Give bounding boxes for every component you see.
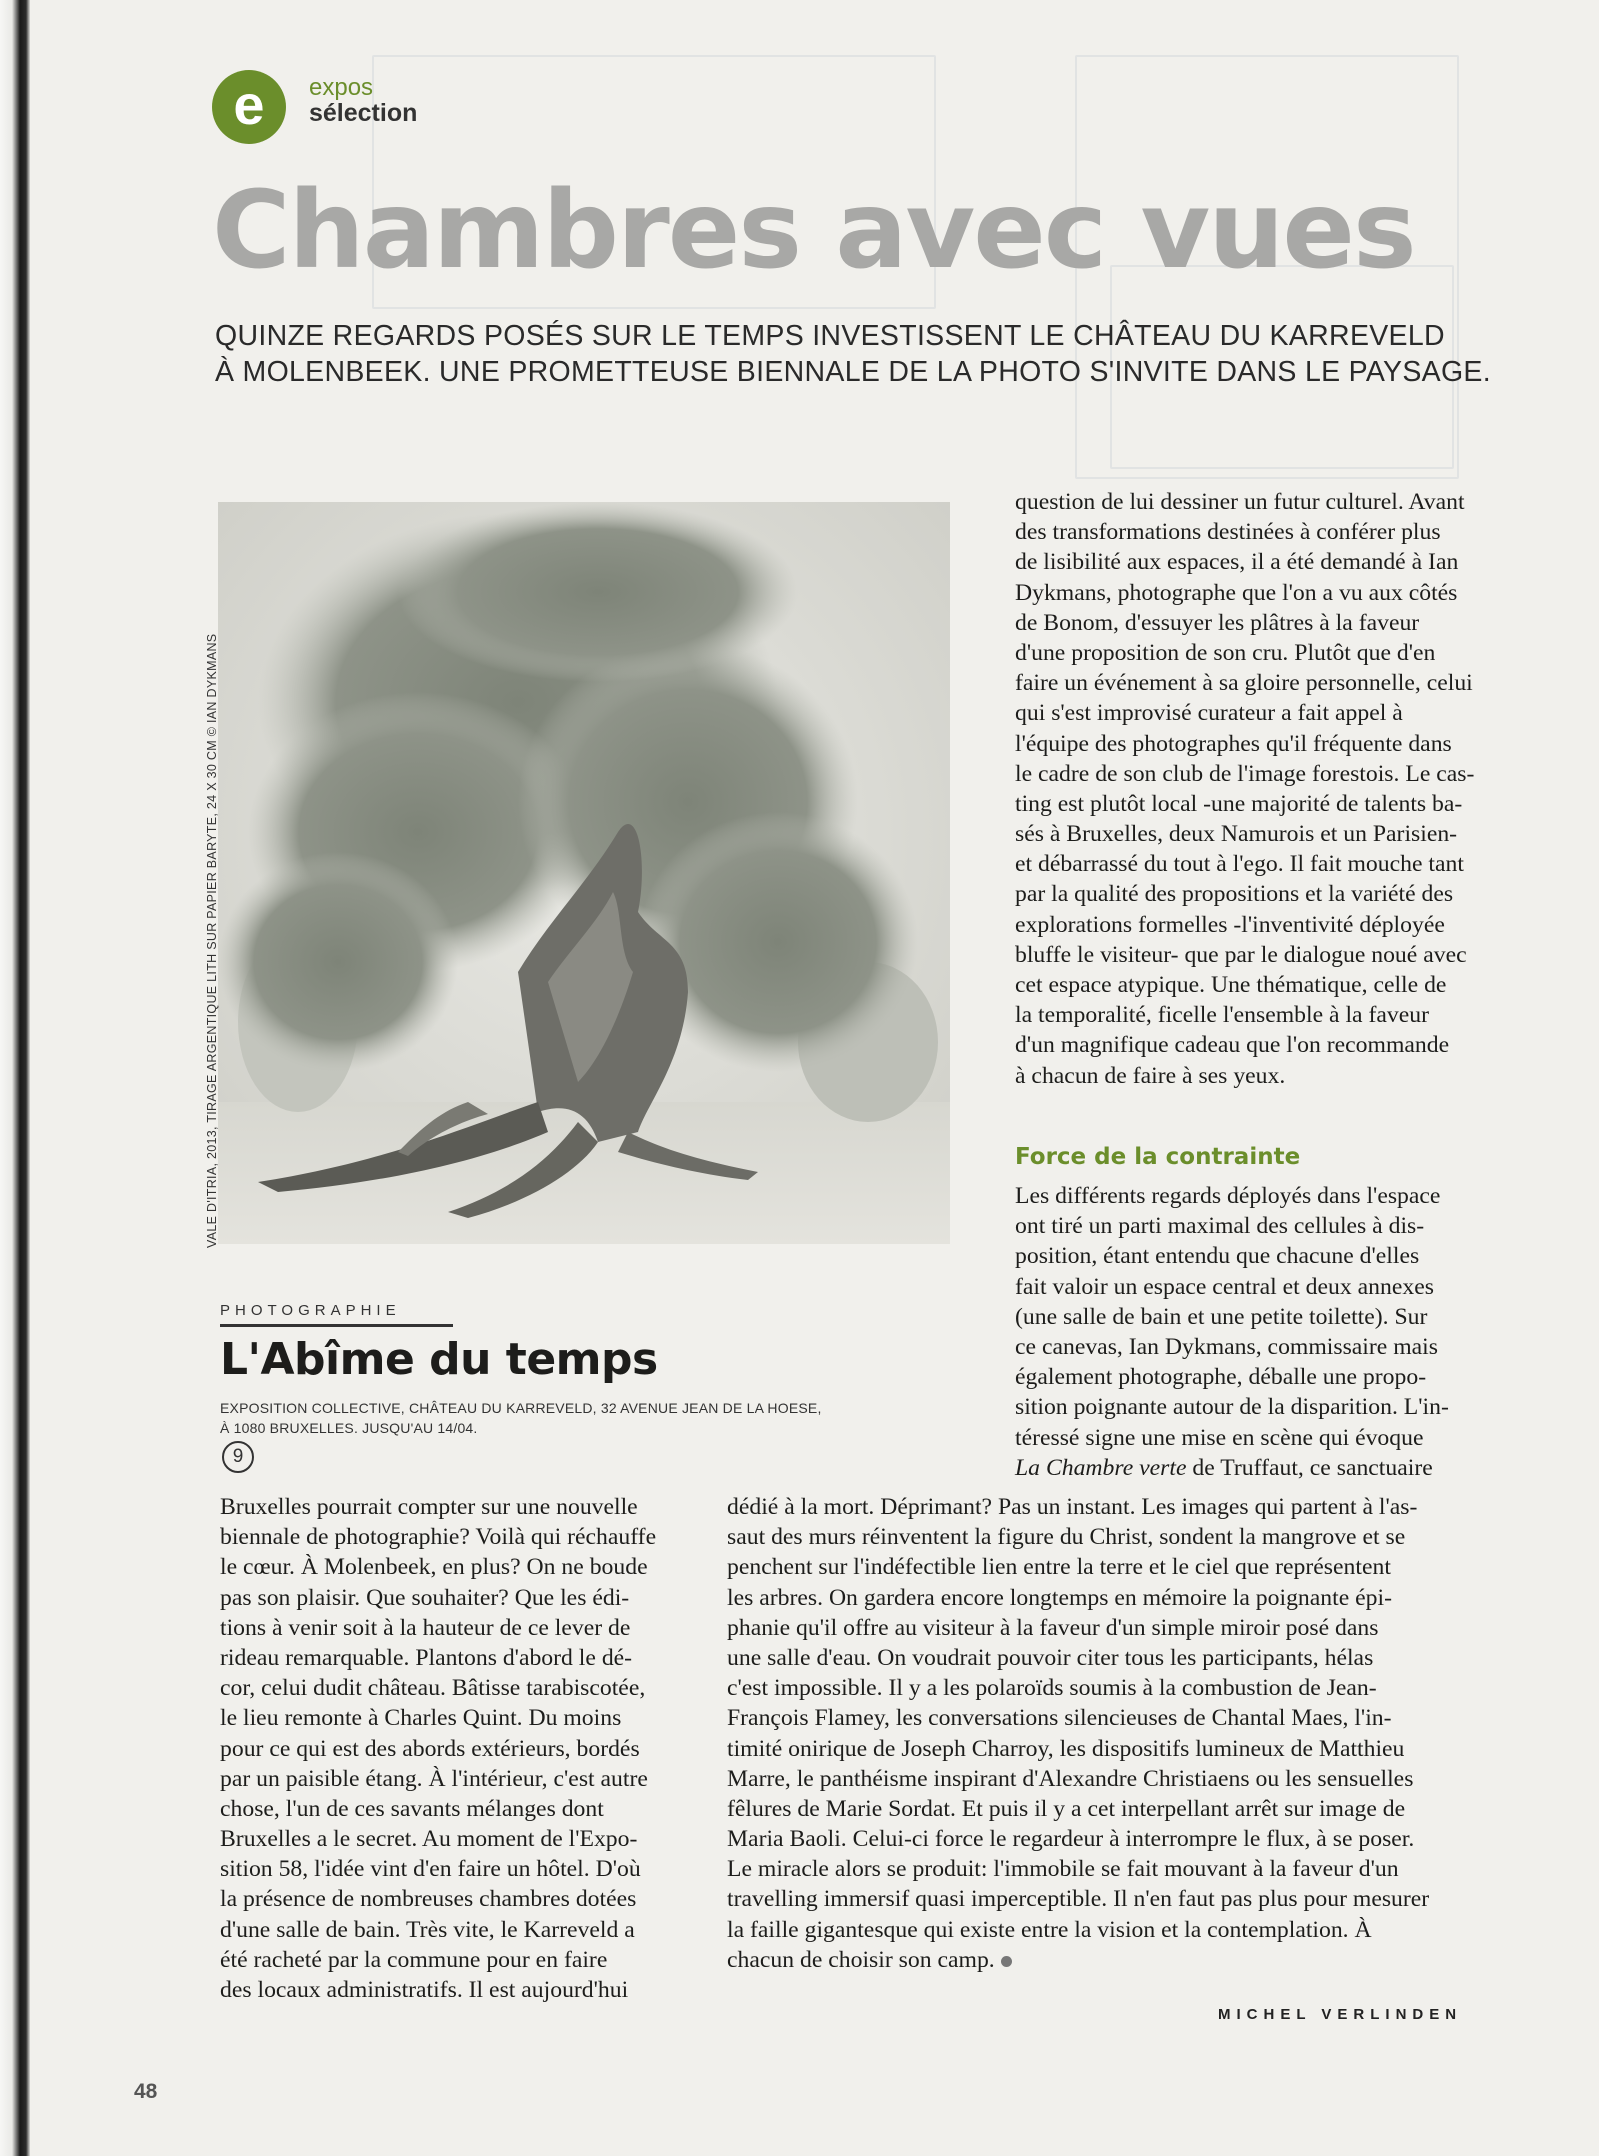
text-line: le lieu remonte à Charles Quint. Du moins xyxy=(220,1705,622,1732)
text-line: travelling immersif quasi imperceptible. Il n'en faut pas plus pour mesurer xyxy=(727,1886,1430,1913)
text-line: Les différents regards déployés dans l'espace xyxy=(1015,1183,1441,1209)
rubric-divider xyxy=(220,1324,453,1327)
text-line: phanie qu'il offre au visiteur à la faveur d'un simple miroir posé dans xyxy=(727,1614,1379,1641)
text-line: le cadre de son club de l'image forestois. Le cas- xyxy=(1015,760,1475,787)
photo-credit: VALE D'ITRIA, 2013, TIRAGE ARGENTIQUE LITH SUR PAPIER BARYTE, 24 X 30 CM © IAN DYKMANS xyxy=(205,633,219,1248)
text-line: des transformations destinées à conférer plus xyxy=(1015,519,1441,546)
text-fragment: de Truffaut, ce sanctuaire xyxy=(1186,1454,1433,1481)
text-line: Marre, le panthéisme inspirant d'Alexandre Christiaens ou les sensuelles xyxy=(727,1765,1414,1792)
text-line: tions à venir soit à la hauteur de ce lever de xyxy=(220,1614,631,1641)
text-line: d'une salle de bain. Très vite, le Karreveld a xyxy=(220,1916,635,1943)
text-line: cor, celui dudit château. Bâtisse tarabiscotée, xyxy=(220,1675,646,1702)
text-line: fait valoir un espace central et deux annexes xyxy=(1015,1273,1434,1300)
text-line: pas son plaisir. Que souhaiter? Que les édi- xyxy=(220,1584,630,1611)
text-line: position, étant entendu que chacune d'elles xyxy=(1015,1243,1420,1270)
section-sublabel: sélection xyxy=(309,99,418,127)
text-line: chose, l'un de ces savants mélanges dont xyxy=(220,1795,604,1822)
text-line: pour ce qui est des abords extérieurs, bordés xyxy=(220,1735,640,1762)
text-line: la faille gigantesque qui existe entre la vision et la contemplation. À xyxy=(727,1916,1372,1943)
text-line: c'est impossible. Il y a les polaroïds soumis à la combustion de Jean- xyxy=(727,1675,1377,1702)
text-fragment: chacun de choisir son camp. xyxy=(727,1946,995,1973)
text-line: l'équipe des photographes qu'il fréquente dans xyxy=(1015,730,1452,757)
text-line: Maria Baoli. Celui-ci force le regardeur à interrompre le flux, à se poser. xyxy=(727,1826,1415,1853)
text-line: les arbres. On gardera encore longtemps en mémoire la poignante épi- xyxy=(727,1584,1392,1611)
text-line: ont tiré un parti maximal des cellules à dis- xyxy=(1015,1213,1425,1240)
text-line: sition poignante autour de la disparition. L'in- xyxy=(1015,1394,1449,1421)
text-line: bluffe le visiteur- que par le dialogue noué avec xyxy=(1015,941,1467,968)
exhibition-info xyxy=(220,1398,900,1438)
text-line: la temporalité, ficelle l'ensemble à la faveur xyxy=(1015,1002,1429,1029)
text-line: de lisibilité aux espaces, il a été demandé à Ian xyxy=(1015,549,1459,576)
text-line: François Flamey, les conversations silencieuses de Chantal Maes, l'in- xyxy=(727,1705,1392,1732)
deck-line: À MOLENBEEK. UNE PROMETTEUSE BIENNALE DE LA PHOTO S'INVITE DANS LE PAYSAGE. xyxy=(215,356,1491,388)
text-line: timité onirique de Joseph Charroy, les dispositifs lumineux de Matthieu xyxy=(727,1735,1405,1762)
text-line xyxy=(727,1945,1429,1975)
text-line: été racheté par la commune pour en faire xyxy=(220,1946,608,1973)
text-line: ce canevas, Ian Dykmans, commissaire mais xyxy=(1015,1333,1438,1360)
author-signature: MICHEL VERLINDEN xyxy=(1218,2006,1463,2023)
text-line: cet espace atypique. Une thématique, celle de xyxy=(1015,972,1447,998)
text-line: des locaux administratifs. Il est aujourd'hui xyxy=(220,1977,629,2003)
text-line: le cœur. À Molenbeek, en plus? On ne boude xyxy=(220,1554,648,1581)
text-line: ting est plutôt local -une majorité de talents ba- xyxy=(1015,790,1463,817)
text-line: sition 58, l'idée vint d'en faire un hôtel. D'où xyxy=(220,1856,641,1883)
body-column-right-top xyxy=(1015,487,1474,1091)
text-line: d'un magnifique cadeau que l'on recommande xyxy=(1015,1032,1450,1059)
text-line: par la qualité des propositions et la variété des xyxy=(1015,881,1454,908)
text-line: par un paisible étang. À l'intérieur, c'est autre xyxy=(220,1765,648,1792)
text-line: sés à Bruxelles, deux Namurois et un Parisien- xyxy=(1015,821,1458,848)
rubric-label: PHOTOGRAPHIE xyxy=(220,1302,401,1319)
article-title: L'Abîme du temps xyxy=(220,1334,658,1385)
text-line: qui s'est improvisé curateur a fait appel à xyxy=(1015,700,1403,727)
section-subhead: Force de la contrainte xyxy=(1015,1144,1301,1170)
text-line: fêlures de Marie Sordat. Et puis il y a cet interpellant arrêt sur image de xyxy=(727,1795,1406,1822)
text-line xyxy=(1015,1453,1449,1483)
text-line: explorations formelles -l'inventivité déployée xyxy=(1015,911,1445,938)
text-line: dédié à la mort. Déprimant? Pas un instant. Les images qui partent à l'as- xyxy=(727,1494,1418,1520)
text-line: Le miracle alors se produit: l'immobile se fait mouvant à la faveur d'un xyxy=(727,1856,1399,1883)
text-line: saut des murs réinventent la figure du Christ, sondent la mangrove et se xyxy=(727,1524,1406,1551)
page-number: 48 xyxy=(134,2080,158,2103)
body-column-wide xyxy=(727,1492,1429,1975)
text-line: Bruxelles pourrait compter sur une nouvelle xyxy=(220,1494,638,1520)
body-column-left xyxy=(220,1492,656,2005)
text-line: rideau remarquable. Plantons d'abord le dé- xyxy=(220,1644,633,1671)
info-line: À 1080 BRUXELLES. JUSQU'AU 14/04. xyxy=(220,1420,478,1436)
page-spine xyxy=(0,0,30,2156)
text-line: Bruxelles a le secret. Au moment de l'Expo- xyxy=(220,1826,638,1853)
text-line: d'une proposition de son cru. Plutôt que d'en xyxy=(1015,639,1436,666)
text-line: téressé signe une mise en scène qui évoque xyxy=(1015,1424,1424,1451)
text-line: à chacun de faire à ses yeux. xyxy=(1015,1062,1286,1089)
text-line: faire un événement à sa gloire personnelle, celui xyxy=(1015,670,1473,697)
text-line: Dykmans, photographe que l'on a vu aux côtés xyxy=(1015,579,1458,606)
deck-line: QUINZE REGARDS POSÉS SUR LE TEMPS INVESTISSENT LE CHÂTEAU DU KARREVELD xyxy=(215,320,1445,352)
end-mark-icon xyxy=(1001,1956,1012,1967)
olive-tree-photo xyxy=(218,502,950,1244)
info-line: EXPOSITION COLLECTIVE, CHÂTEAU DU KARREVELD, 32 AVENUE JEAN DE LA HOESE, xyxy=(220,1400,822,1416)
text-line: également photographe, déballe une propo- xyxy=(1015,1364,1427,1391)
text-line: une salle d'eau. On voudrait pouvoir citer tous les participants, hélas xyxy=(727,1644,1374,1671)
deck xyxy=(215,318,1491,390)
text-line: penchent sur l'indéfectible lien entre la terre et le ciel que représentent xyxy=(727,1554,1391,1581)
text-line: et débarrassé du tout à l'ego. Il fait mouche tant xyxy=(1015,851,1464,878)
text-line: de Bonom, d'essuyer les plâtres à la faveur xyxy=(1015,609,1420,636)
text-line: question de lui dessiner un futur culturel. Avant xyxy=(1015,489,1465,515)
olive-tree-image xyxy=(218,502,950,1244)
section-badge: e xyxy=(212,70,286,144)
film-title: La Chambre verte xyxy=(1015,1454,1187,1481)
page-title: Chambres avec vues xyxy=(212,169,1415,293)
section-label: expos xyxy=(309,74,374,101)
text-line: biennale de photographie? Voilà qui réchauffe xyxy=(220,1524,657,1551)
text-line: la présence de nombreuses chambres dotées xyxy=(220,1886,637,1913)
rating-badge: 9 xyxy=(222,1441,254,1473)
text-line: (une salle de bain et une petite toilette). Sur xyxy=(1015,1303,1428,1330)
body-column-right-bottom xyxy=(1015,1181,1449,1483)
